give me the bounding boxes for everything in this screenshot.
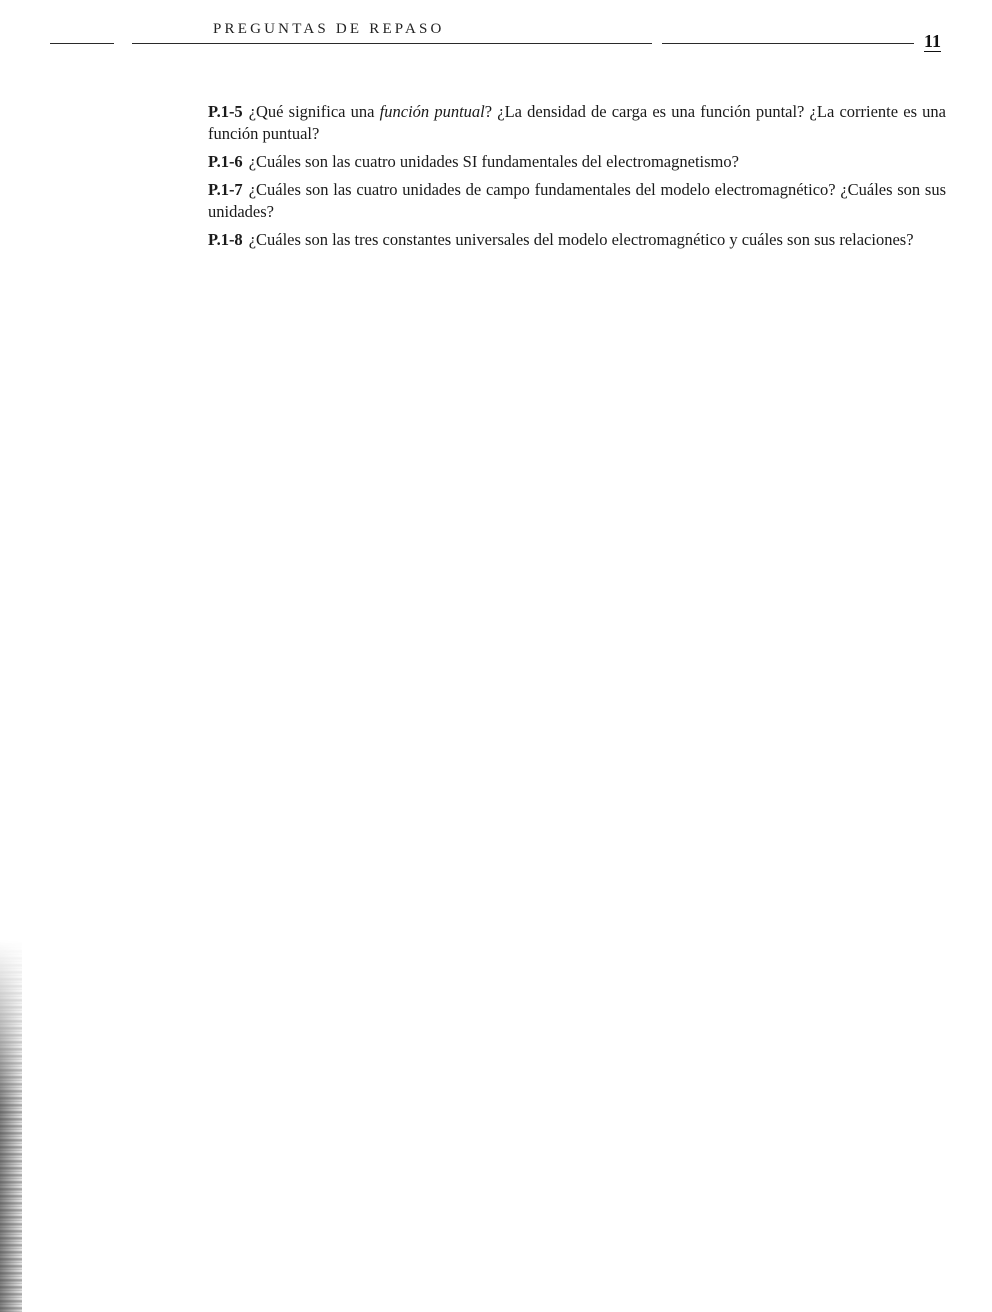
question-text-end: ? ¿La densidad de carga es una función puntal? ¿La corriente es una función puntual?	[208, 102, 947, 143]
question-p1-7	[208, 179, 946, 223]
question-id: P.1-5	[208, 102, 243, 121]
running-head: PREGUNTAS DE REPASO	[213, 21, 445, 37]
question-id: P.1-8	[208, 230, 243, 249]
header-rule-right	[662, 43, 914, 44]
question-id: P.1-6	[208, 152, 243, 171]
question-text: ¿Cuáles son las tres constantes universales del modelo electromagnético y cuáles son sus relaciones?	[248, 230, 914, 249]
question-p1-8	[208, 229, 946, 251]
question-text: ¿Cuáles son las cuatro unidades de campo fundamentales del modelo electromagnético? ¿Cuáles son sus unidades?	[208, 180, 946, 221]
question-text: ¿Cuáles son las cuatro unidades SI fundamentales del electromagnetismo?	[248, 152, 739, 171]
header-rule-center	[132, 43, 652, 44]
scan-edge-shadow	[0, 940, 22, 1312]
question-id: P.1-7	[208, 180, 243, 199]
page-number: 11	[924, 31, 942, 51]
question-italic-term: función puntual	[379, 102, 485, 121]
review-questions	[208, 101, 946, 257]
question-text-start: ¿Qué significa una	[248, 102, 380, 121]
header-rule-left	[50, 43, 114, 44]
question-p1-6	[208, 151, 946, 173]
question-p1-5	[208, 101, 946, 145]
